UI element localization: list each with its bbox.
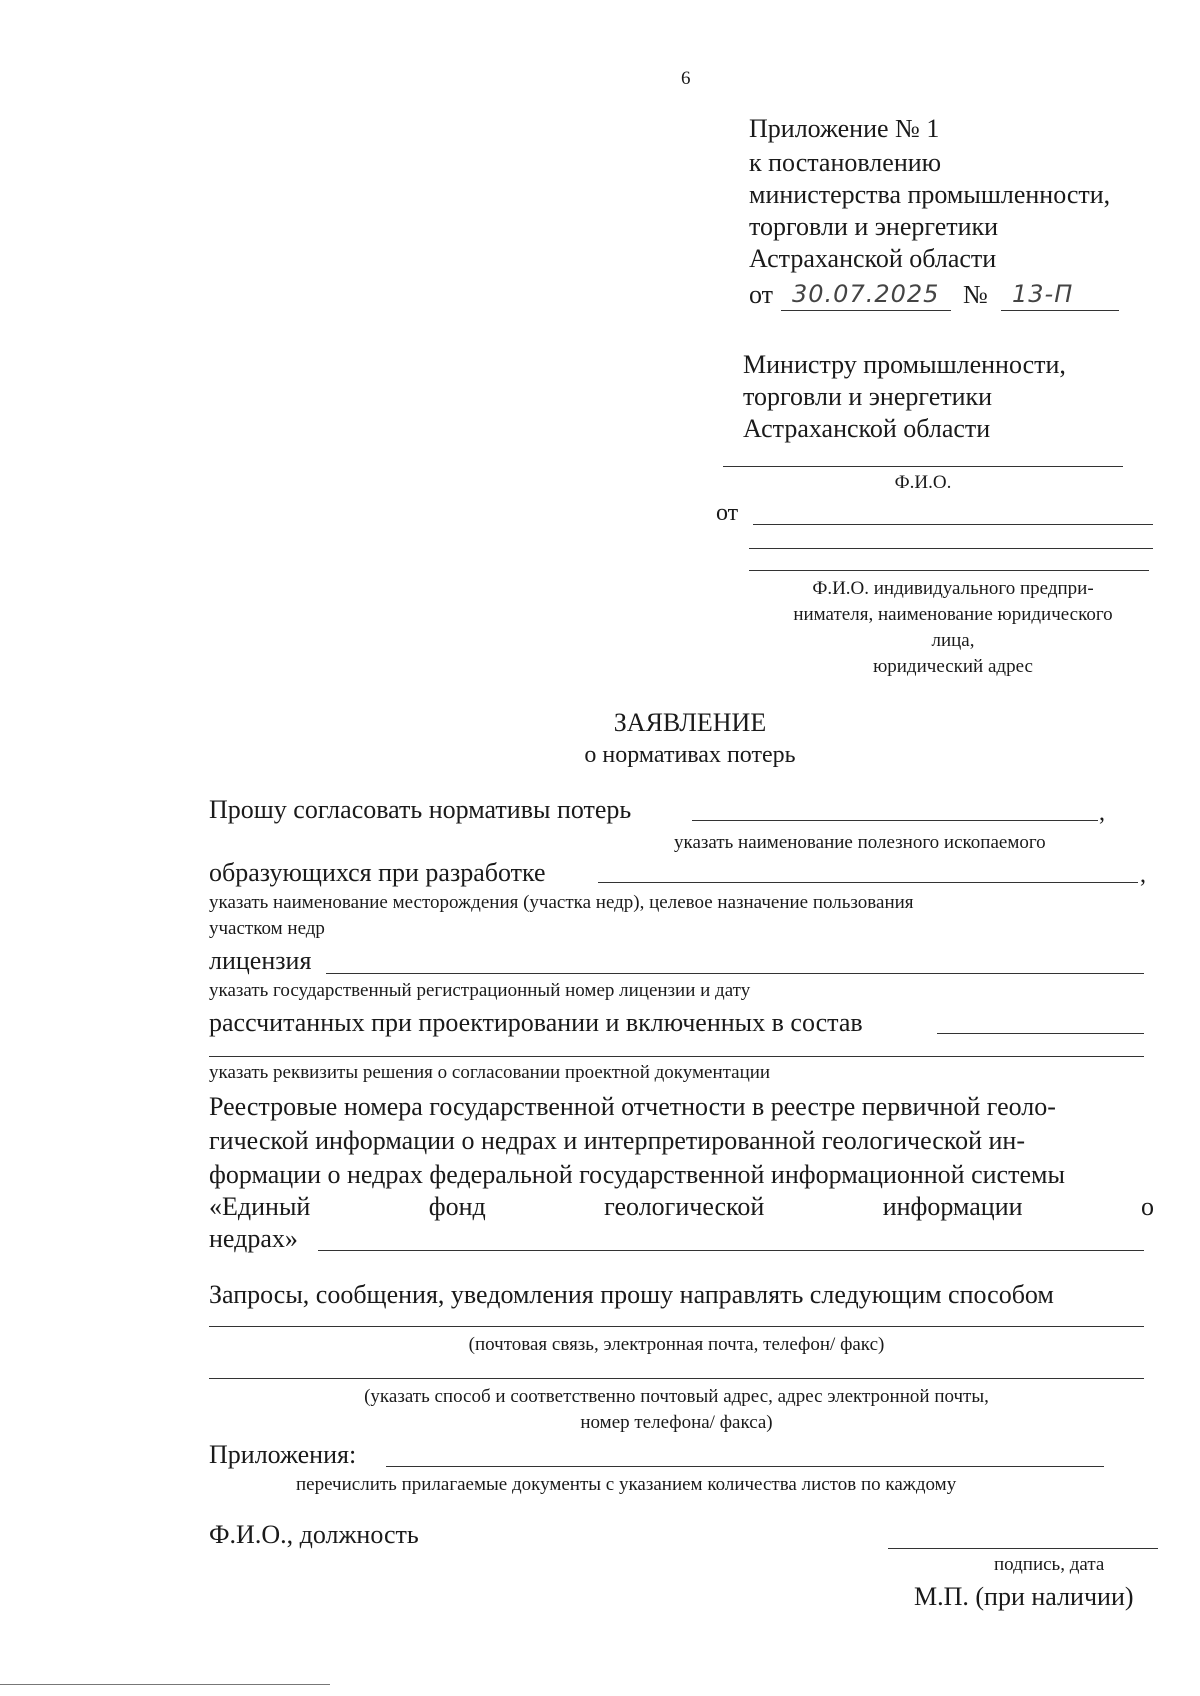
deposit-underline xyxy=(598,882,1138,883)
fio-position: Ф.И.О., должность xyxy=(209,1520,419,1549)
requests-hint: номер телефона/ факса) xyxy=(580,1412,773,1433)
appendix-line: министерства промышленности, xyxy=(749,180,1111,209)
attachments-hint: перечислить прилагаемые документы с указанием количества листов по каждому xyxy=(296,1474,957,1495)
requests-text: Запросы, сообщения, уведомления прошу направлять следующим способом xyxy=(209,1280,1054,1309)
applicant-caption: лица, xyxy=(931,630,975,651)
calc-underline xyxy=(937,1033,1144,1034)
license-underline xyxy=(326,973,1144,974)
addressee-from-label: от xyxy=(716,500,739,526)
registry-word: «Единый xyxy=(209,1192,311,1221)
page-number: 6 xyxy=(681,68,691,89)
date-underline xyxy=(781,310,951,311)
applicant-underline xyxy=(753,524,1153,525)
attachments-underline xyxy=(386,1466,1104,1467)
formed-text: образующихся при разработке xyxy=(209,858,546,887)
registry-word: о xyxy=(1140,1192,1154,1221)
appendix-title: Приложение № 1 xyxy=(749,114,940,143)
comma: , xyxy=(1140,862,1146,888)
stamp-text: М.П. (при наличии) xyxy=(914,1582,1134,1611)
deposit-hint: указать наименование месторождения (участка недр), целевое назначение пользования xyxy=(209,892,914,913)
request-text: Прошу согласовать нормативы потерь xyxy=(209,795,632,824)
signature-hint: подпись, дата xyxy=(994,1554,1105,1575)
applicant-underline xyxy=(749,570,1149,571)
appendix-line: к постановлению xyxy=(749,148,942,177)
requests-underline xyxy=(209,1326,1144,1327)
attachments-label: Приложения: xyxy=(209,1440,357,1469)
applicant-caption: Ф.И.О. индивидуального предпри- xyxy=(812,578,1094,599)
requests-hint: (почтовая связь, электронная почта, телефон/ факс) xyxy=(468,1334,885,1355)
signature-underline xyxy=(888,1548,1158,1549)
license-text: лицензия xyxy=(209,946,312,975)
addressee-line: Астраханской области xyxy=(743,414,991,443)
registry-word: геологической xyxy=(604,1192,765,1221)
registry-line: гической информации о недрах и интерпретированной геологической ин- xyxy=(209,1126,1026,1155)
appendix-number-label: № xyxy=(963,280,988,309)
applicant-underline xyxy=(749,548,1153,549)
addressee-line: торговли и энергетики xyxy=(743,382,993,411)
license-hint: указать государственный регистрационный номер лицензии и дату xyxy=(209,980,751,1001)
appendix-line: торговли и энергетики xyxy=(749,212,999,241)
mineral-hint: указать наименование полезного ископаемого xyxy=(674,832,1046,853)
requests-hint: (указать способ и соответственно почтовый адрес, адрес электронной почты, xyxy=(364,1386,989,1407)
deposit-hint: участком недр xyxy=(209,918,325,939)
requests-underline xyxy=(209,1378,1144,1379)
registry-word: фонд xyxy=(428,1192,486,1221)
applicant-caption: юридический адрес xyxy=(873,656,1033,677)
registry-word: информации xyxy=(882,1192,1023,1221)
fio-caption: Ф.И.О. xyxy=(894,472,952,493)
calc-text: рассчитанных при проектировании и включенных в состав xyxy=(209,1008,863,1037)
scan-edge-line xyxy=(0,1684,330,1685)
mineral-underline xyxy=(692,820,1098,821)
number-underline xyxy=(1001,310,1119,311)
document-title: ЗАЯВЛЕНИЕ xyxy=(613,708,767,737)
appendix-from-label: от xyxy=(749,280,774,309)
comma: , xyxy=(1099,800,1105,826)
document-subtitle: о нормативах потерь xyxy=(584,742,796,768)
registry-line: Реестровые номера государственной отчетности в реестре первичной геоло- xyxy=(209,1092,1056,1121)
registry-line-justified xyxy=(209,1192,1154,1222)
applicant-caption: нимателя, наименование юридического xyxy=(793,604,1113,625)
addressee-line: Министру промышленности, xyxy=(743,350,1066,379)
calc-hint: указать реквизиты решения о согласовании проектной документации xyxy=(209,1062,771,1083)
registry-line: формации о недрах федеральной государственной информационной системы xyxy=(209,1160,1065,1189)
registry-underline xyxy=(318,1250,1144,1251)
handwritten-number: 13-П xyxy=(1012,280,1074,308)
appendix-line: Астраханской области xyxy=(749,244,997,273)
handwritten-date: 30.07.2025 xyxy=(792,280,940,308)
calc-underline xyxy=(209,1056,1144,1057)
registry-line: недрах» xyxy=(209,1224,298,1253)
fio-underline xyxy=(723,466,1123,467)
